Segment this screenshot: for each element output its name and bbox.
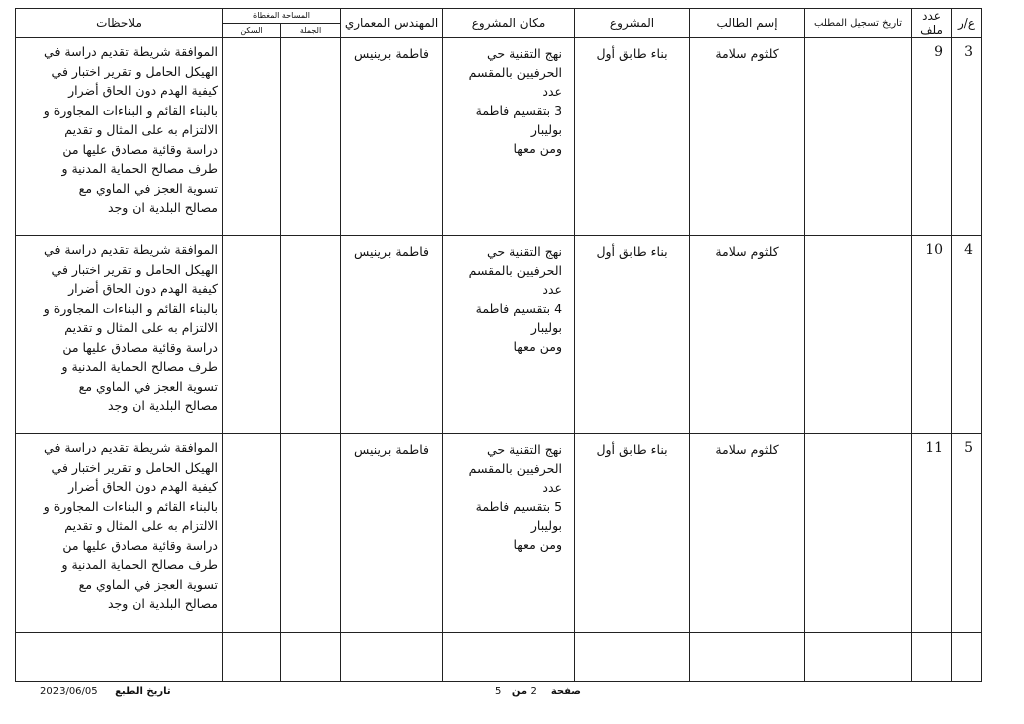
page-of: من <box>511 686 528 697</box>
header-covered-area: المساحة المغطاة <box>223 9 341 24</box>
header-project-location: مكان المشروع <box>443 9 575 38</box>
header-request-date: تاريخ تسجيل المطلب <box>805 9 912 38</box>
cell-request-date <box>805 38 912 236</box>
cell-project: بناء طابق أول <box>575 434 690 632</box>
empty-cell <box>575 632 690 681</box>
table-row <box>16 236 982 434</box>
empty-cell <box>443 632 575 681</box>
page-label: صفحة <box>550 686 581 697</box>
empty-cell <box>952 632 982 681</box>
header-covered-housing: السكن <box>223 23 281 38</box>
empty-cell <box>341 632 443 681</box>
cell-notes: الموافقة شريطة تقديم دراسة في الهيكل الحامل و تقرير اختبار في كيفية الهدم دون الحاق أضرار بالبناء القائم و البناءات المجاورة و الالتزام به على المثال و تقديم دراسة وقائية مصادق عليها من طرف مصالح الحماية المدنية و تسوية العجز في الماوي مع مصالح البلدية ان وجد <box>16 434 223 632</box>
cell-serial: 4 <box>952 236 982 434</box>
cell-request-date <box>805 434 912 632</box>
table-row <box>16 38 982 236</box>
cell-serial: 5 <box>952 434 982 632</box>
header-project: المشروع <box>575 9 690 38</box>
cell-notes: الموافقة شريطة تقديم دراسة في الهيكل الحامل و تقرير اختبار في كيفية الهدم دون الحاق أضرار بالبناء القائم و البناءات المجاورة و الالتزام به على المثال و تقديم دراسة وقائية مصادق عليها من طرف مصالح الحماية المدنية و تسوية العجز في الماوي مع مصالح البلدية ان وجد <box>16 236 223 434</box>
cell-covered-housing <box>223 434 281 632</box>
print-date-label: تاريخ الطبع <box>115 686 171 697</box>
cell-file-number: 11 <box>912 434 952 632</box>
cell-project-location: نهج التقنية حي الحرفيين بالمقسم عدد 5 بتقسيم فاطمة بوليبار ومن معها <box>443 434 575 632</box>
table-row-empty <box>16 632 982 681</box>
cell-project-location: نهج التقنية حي الحرفيين بالمقسم عدد 3 بتقسيم فاطمة بوليبار ومن معها <box>443 38 575 236</box>
header-architect: المهندس المعماري <box>341 9 443 38</box>
header-applicant: إسم الطالب <box>690 9 805 38</box>
cell-project: بناء طابق أول <box>575 236 690 434</box>
cell-covered-total <box>281 38 341 236</box>
cell-architect: فاطمة برينيس <box>341 434 443 632</box>
empty-cell <box>16 632 223 681</box>
page-total: 5 <box>495 686 502 697</box>
header-notes: ملاحظات <box>16 9 223 38</box>
print-date <box>40 686 171 697</box>
cell-project: بناء طابق أول <box>575 38 690 236</box>
cell-file-number: 9 <box>912 38 952 236</box>
cell-architect: فاطمة برينيس <box>341 236 443 434</box>
empty-cell <box>805 632 912 681</box>
header-covered-total: الجملة <box>281 23 341 38</box>
empty-cell <box>912 632 952 681</box>
cell-applicant: كلثوم سلامة <box>690 434 805 632</box>
print-date-value: 2023/06/05 <box>40 686 98 697</box>
cell-file-number: 10 <box>912 236 952 434</box>
cell-project-location: نهج التقنية حي الحرفيين بالمقسم عدد 4 بتقسيم فاطمة بوليبار ومن معها <box>443 236 575 434</box>
page-current: 2 <box>530 686 537 697</box>
cell-covered-housing <box>223 236 281 434</box>
cell-applicant: كلثوم سلامة <box>690 38 805 236</box>
empty-cell <box>281 632 341 681</box>
table-row <box>16 434 982 632</box>
cell-applicant: كلثوم سلامة <box>690 236 805 434</box>
cell-covered-housing <box>223 38 281 236</box>
header-file-number: عدد ملف <box>912 9 952 38</box>
cell-architect: فاطمة برينيس <box>341 38 443 236</box>
permits-table <box>15 8 982 682</box>
header-row <box>16 9 982 24</box>
cell-notes: الموافقة شريطة تقديم دراسة في الهيكل الحامل و تقرير اختبار في كيفية الهدم دون الحاق أضرار بالبناء القائم و البناءات المجاورة و الالتزام به على المثال و تقديم دراسة وقائية مصادق عليها من طرف مصالح الحماية المدنية و تسوية العجز في الماوي مع مصالح البلدية ان وجد <box>16 38 223 236</box>
cell-covered-total <box>281 236 341 434</box>
empty-cell <box>223 632 281 681</box>
document-table-wrapper <box>15 8 981 679</box>
cell-serial: 3 <box>952 38 982 236</box>
page-number <box>495 686 581 697</box>
cell-request-date <box>805 236 912 434</box>
header-serial: ع/ر <box>952 9 982 38</box>
cell-covered-total <box>281 434 341 632</box>
empty-cell <box>690 632 805 681</box>
